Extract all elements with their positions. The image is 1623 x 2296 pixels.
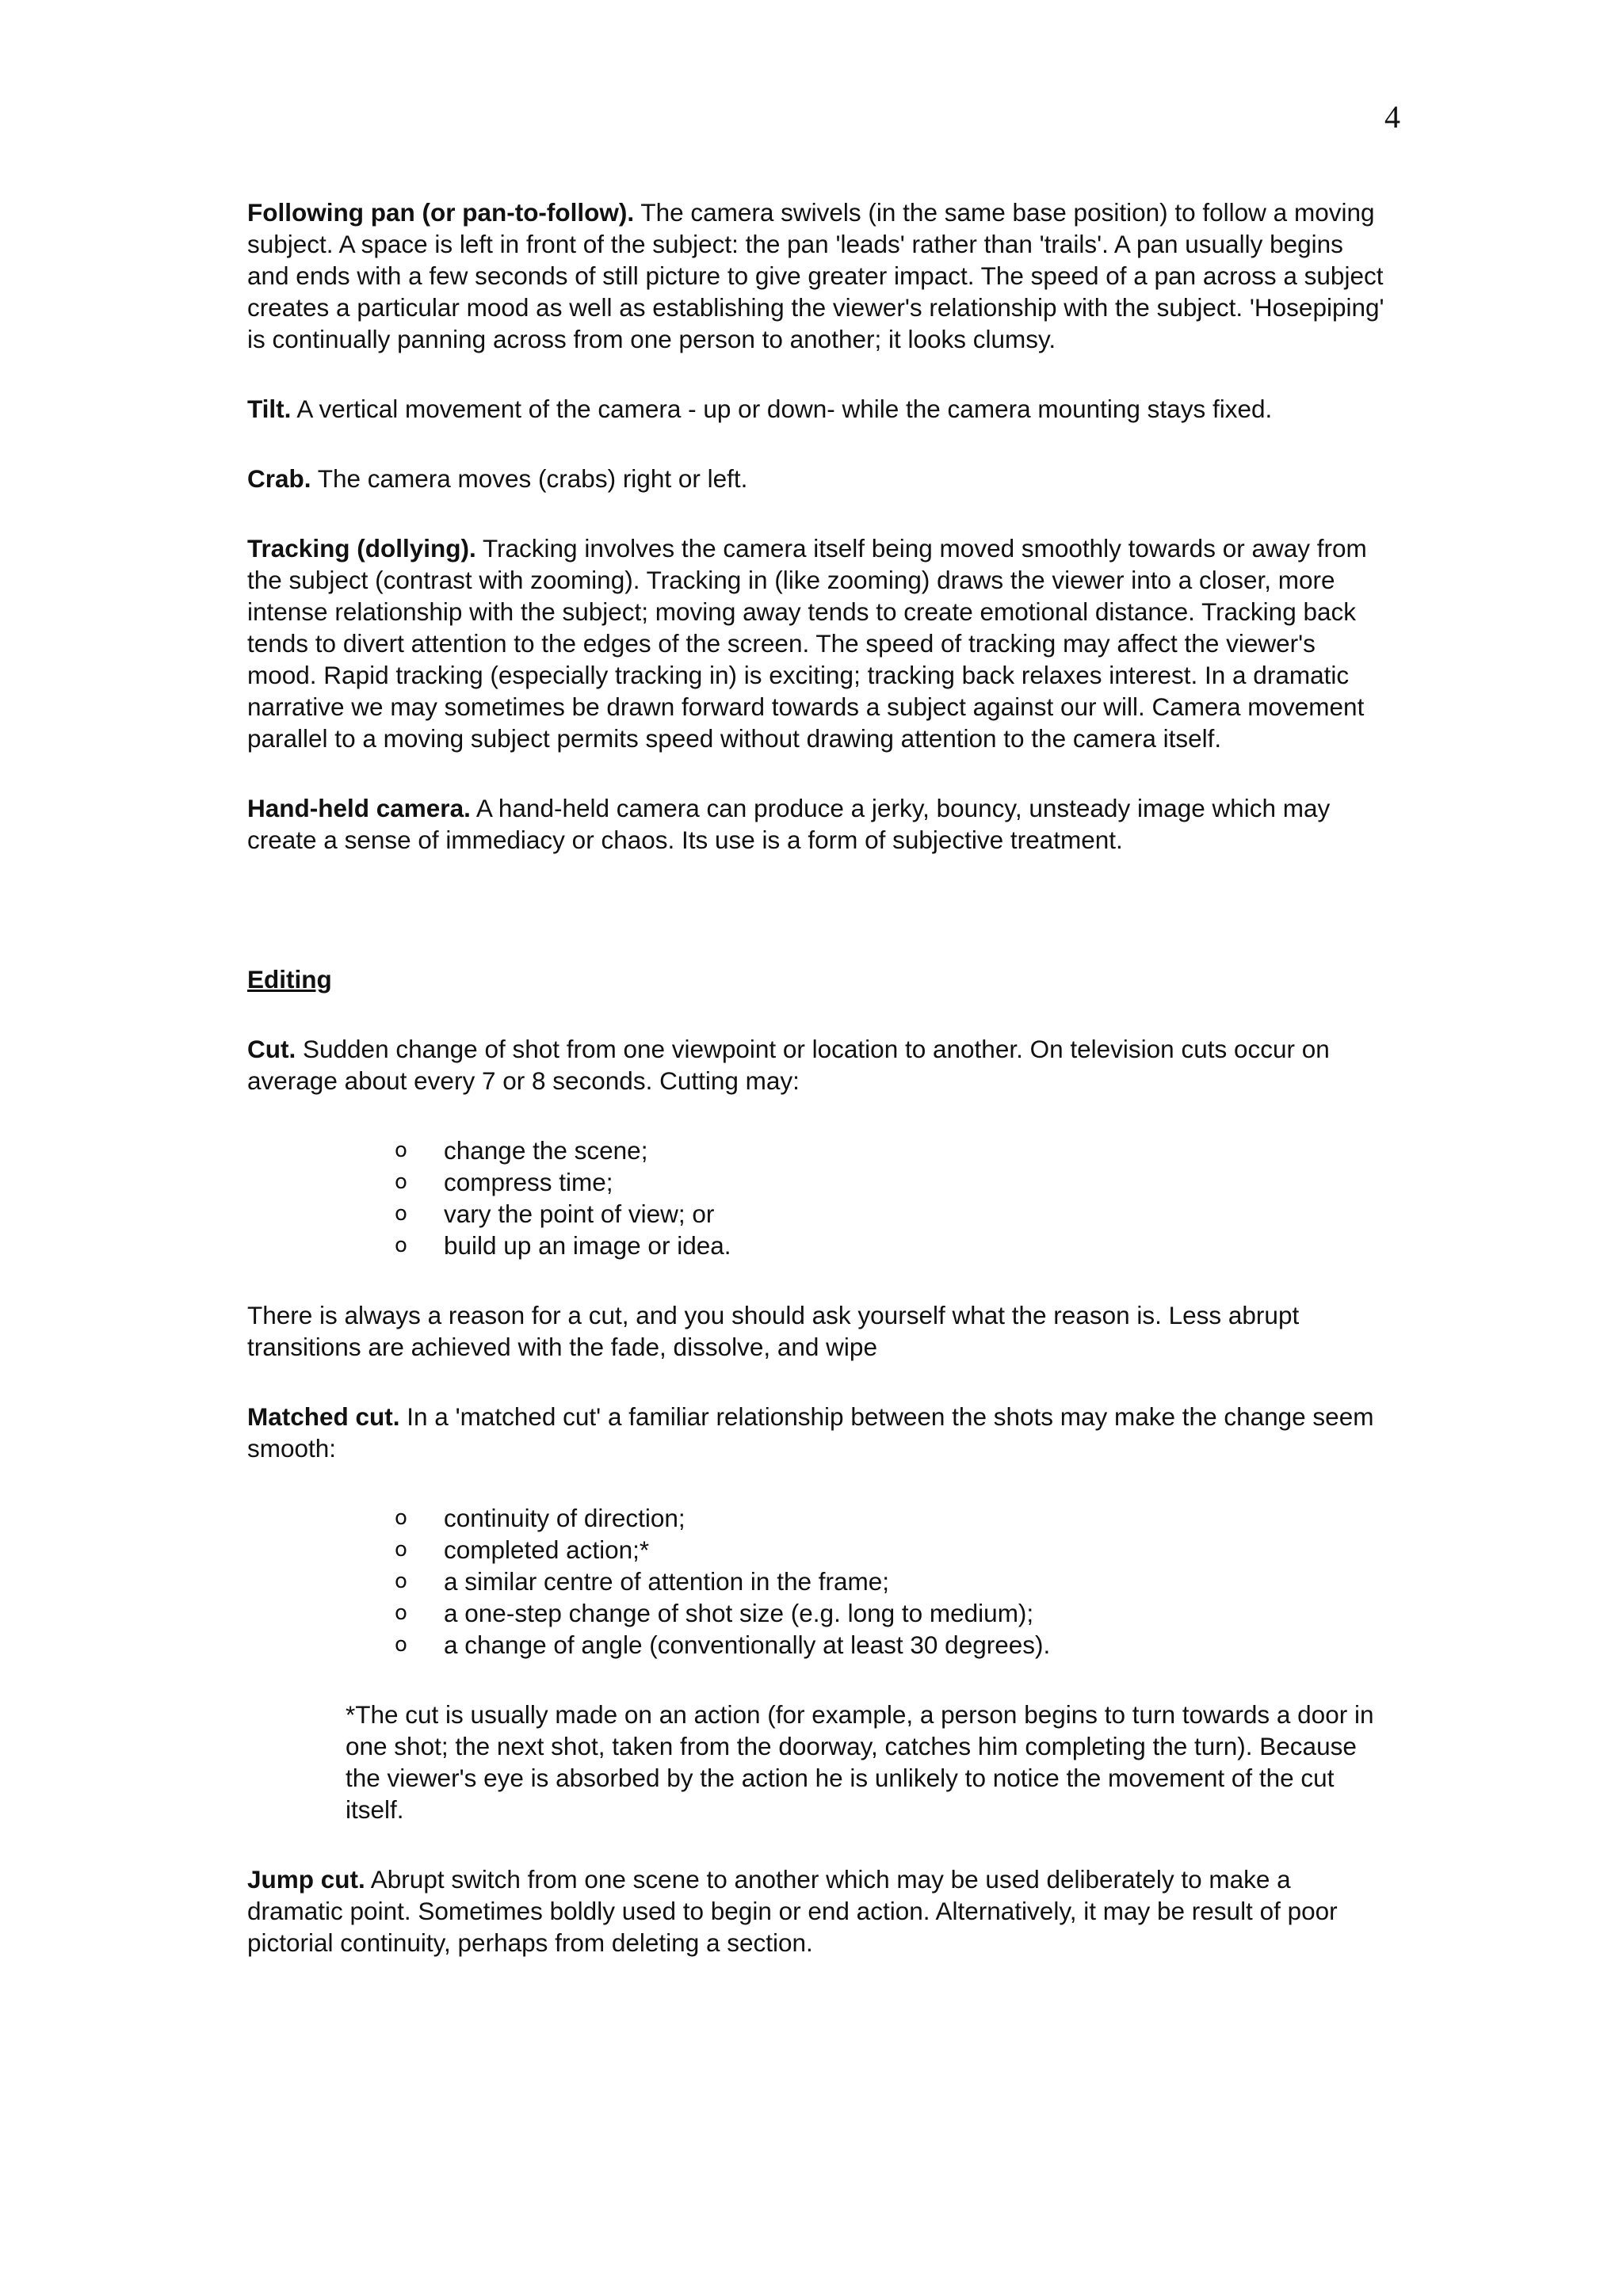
bullet-icon: o — [395, 1170, 407, 1194]
text-tilt: A vertical movement of the camera - up or down- while the camera mounting stays fixed. — [291, 395, 1273, 423]
matched-cut-bullet-list — [247, 1502, 1388, 1661]
list-item — [395, 1597, 1388, 1629]
section-spacer — [247, 894, 1388, 963]
term-following-pan: Following pan (or pan-to-follow). — [247, 198, 635, 227]
text-jump-cut: Abrupt switch from one scene to another which may be used deliberately to make a dramatic point. Sometimes boldly used to begin or end action. Alternatively, it may be result of poor pictorial continuity, perhaps from deleting a section. — [247, 1865, 1338, 1957]
list-item-text: vary the point of view; or — [444, 1199, 715, 1228]
list-item-text: change the scene; — [444, 1136, 648, 1165]
text-crab: The camera moves (crabs) right or left. — [311, 464, 748, 493]
list-item-text: continuity of direction; — [444, 1504, 685, 1532]
text-following-pan: The camera swivels (in the same base position) to follow a moving subject. A space is left in front of the subject: the pan 'leads' rather than 'trails'. A pan usually begins and ends with a few seconds of still picture to give greater impact. The speed of a pan across a subject creates a particular mood as well as establishing the viewer's relationship with the subject. 'Hosepiping' is continually panning across from one person to another; it looks clumsy. — [247, 198, 1384, 353]
paragraph-tracking — [247, 532, 1388, 754]
bullet-icon: o — [395, 1601, 407, 1625]
bullet-icon: o — [395, 1138, 407, 1162]
paragraph-crab — [247, 463, 1388, 494]
list-item — [395, 1166, 1388, 1198]
section-heading-editing: Editing — [247, 965, 332, 994]
list-item — [395, 1566, 1388, 1597]
list-item — [395, 1198, 1388, 1230]
term-cut: Cut. — [247, 1035, 296, 1063]
term-matched-cut: Matched cut. — [247, 1402, 400, 1431]
paragraph-jump-cut — [247, 1863, 1388, 1958]
list-item-text: build up an image or idea. — [444, 1231, 731, 1260]
text-tracking: Tracking involves the camera itself being moved smoothly towards or away from the subject (contrast with zooming). Tracking in (like zooming) draws the viewer into a closer, more intense relationship with the subject; moving away tends to create emotional distance. Tracking back tends to divert attention to the edges of the screen. The speed of tracking may affect the viewer's mood. Rapid tracking (especially tracking in) is exciting; tracking back relaxes interest. In a dramatic narrative we may sometimes be drawn forward towards a subject against our will. Camera movement parallel to a moving subject permits speed without drawing attention to the camera itself. — [247, 534, 1367, 753]
paragraph-following-pan — [247, 196, 1388, 355]
term-tilt: Tilt. — [247, 395, 292, 423]
list-item-text: completed action;* — [444, 1535, 650, 1564]
list-item-text: a one-step change of shot size (e.g. long to medium); — [444, 1599, 1034, 1627]
term-hand-held: Hand-held camera. — [247, 794, 471, 822]
list-item-text: compress time; — [444, 1168, 613, 1196]
paragraph-tilt — [247, 393, 1388, 425]
bullet-icon: o — [395, 1633, 407, 1657]
cut-bullet-list — [247, 1135, 1388, 1261]
list-item — [395, 1230, 1388, 1261]
bullet-icon: o — [395, 1202, 407, 1226]
paragraph-hand-held — [247, 792, 1388, 856]
bullet-icon: o — [395, 1234, 407, 1257]
term-crab: Crab. — [247, 464, 311, 493]
list-item-text: a similar centre of attention in the frame; — [444, 1567, 890, 1596]
paragraph-matched-cut — [247, 1401, 1388, 1464]
bullet-icon: o — [395, 1506, 407, 1530]
list-item-text: a change of angle (conventionally at least 30 degrees). — [444, 1630, 1051, 1659]
text-matched-cut: In a 'matched cut' a familiar relationship between the shots may make the change seem smooth: — [247, 1402, 1374, 1463]
list-item — [395, 1135, 1388, 1166]
footnote-matched-cut: *The cut is usually made on an action (for example, a person begins to turn towards a door in one shot; the next shot, taken from the doorway, catches him completing the turn). Because the viewer's eye is absorbed by the action he is unlikely to notice the movement of the cut itself. — [346, 1700, 1374, 1824]
term-jump-cut: Jump cut. — [247, 1865, 365, 1894]
bullet-icon: o — [395, 1569, 407, 1593]
text-hand-held: A hand-held camera can produce a jerky, bouncy, unsteady image which may create a sense of immediacy or chaos. Its use is a form of subjective treatment. — [247, 794, 1331, 854]
list-item — [395, 1534, 1388, 1566]
term-tracking: Tracking (dollying). — [247, 534, 476, 563]
list-item — [395, 1629, 1388, 1661]
page-number: 4 — [1384, 99, 1400, 135]
paragraph-cut — [247, 1033, 1388, 1097]
text-cut: Sudden change of shot from one viewpoint or location to another. On television cuts occur on average about every 7 or 8 seconds. Cutting may: — [247, 1035, 1330, 1095]
bullet-icon: o — [395, 1538, 407, 1562]
list-item — [395, 1502, 1388, 1534]
paragraph-cut-reason: There is always a reason for a cut, and you should ask yourself what the reason is. Less abrupt transitions are achieved with the fade, dissolve, and wipe — [247, 1301, 1300, 1361]
document-body — [247, 196, 1388, 1997]
